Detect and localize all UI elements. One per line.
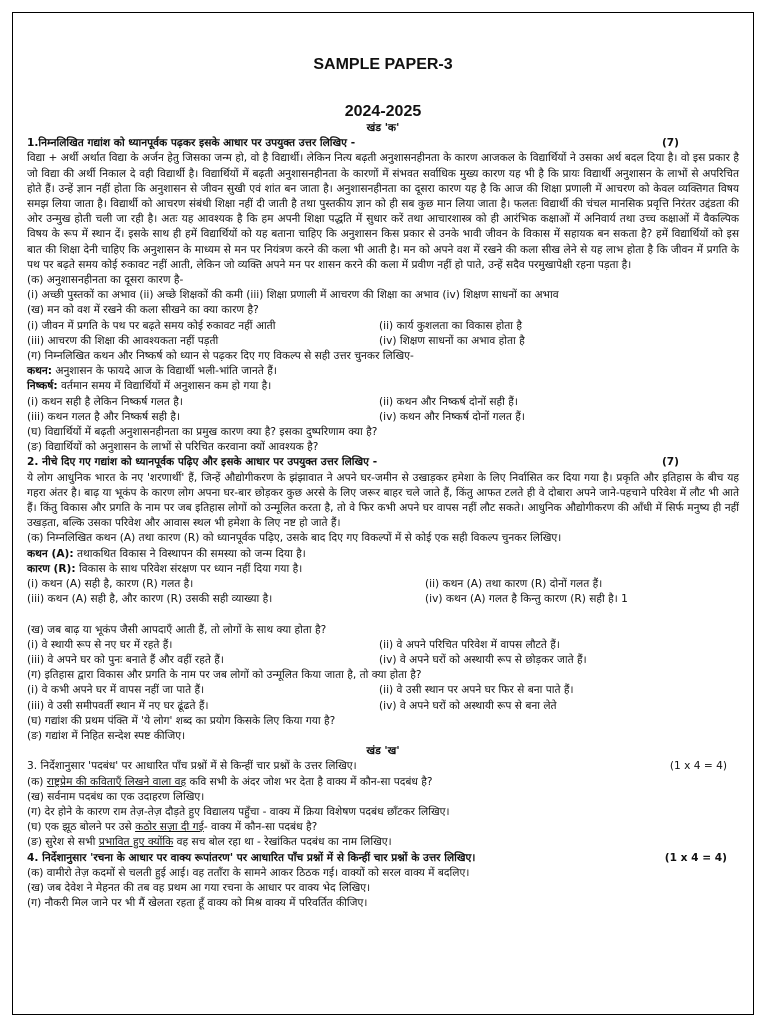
underlined-phrase: कठोर सज़ा दी गई xyxy=(135,821,204,834)
q2-heading xyxy=(27,455,739,470)
option: (i) वे स्थायी रूप से नए घर में रहते हैं। xyxy=(27,638,173,651)
option: (ii) वे अपने परिचित परिवेश में वापस लौटते हैं। xyxy=(379,638,560,651)
option: (iii) आचरण की शिक्षा की आवश्यकता नहीं पड़ती xyxy=(27,334,219,347)
kathan-text: तथाकथित विकास ने विस्थापन की समस्या को जन्म दिया है। xyxy=(73,547,306,560)
q2-passage: ये लोग आधुनिक भारत के नए 'शरणार्थी' हैं, जिन्हें औद्योगीकरण के झंझावात ने अपने घर-जमीन से उखाड़कर हमेशा के लिए निर्वासित कर दिया गया है। प्रकृति और इतिहास के बीच यह गहरा अंतर है। बाढ़ या भूकंप के कारण लोग अपना घर-बार छोड़कर कुछ अरसे के लिए जरूर बाहर चले जाते हैं, किंतु आफत टलते ही वे दोबारा अपने जाने-पहचाने परिवेश में लौट भी आते हैं। किंतु विकास और प्रगति के नाम पर जब इतिहास लोगों को उन्मूलित करता है, तो वे फिर कभी अपने घर वापस नहीं लौट सकते। आधुनिक औद्योगीकरण की आँधी में सिर्फ मनुष्य ही नहीं उखड़ता, बल्कि उसका परिवेश और आवास स्थल भी हमेशा के लिए नष्ट हो जाते हैं। xyxy=(27,471,739,530)
q4-kha: (ख) जब देवेश ने मेहनत की तब वह प्रथम आ गया रचना के आधार पर वाक्य भेद लिखिए। xyxy=(27,881,371,894)
q1-ka-options: (i) अच्छी पुस्तकों का अभाव (ii) अच्छे शिक्षकों की कमी (iii) शिक्षा प्रणाली में आचरण की शिक्षा का अभाव (iv) शिक्षण साधनों का अभाव xyxy=(27,289,559,302)
q1-ka: (क) अनुशासनहीनता का दूसरा कारण है- xyxy=(27,274,184,287)
q2-ga: (ग) इतिहास द्वारा विकास और प्रगति के नाम पर जब लोगों को उन्मूलित किया जाता है, तो क्या होता है? xyxy=(27,669,422,682)
q4-marks: (1 x 4 = 4) xyxy=(664,851,727,864)
paper-title: SAMPLE PAPER-3 xyxy=(313,56,453,73)
q2-gha: (घ) गद्यांश की प्रथम पंक्ति में 'ये लोग' शब्द का प्रयोग किसके लिए किया गया है? xyxy=(27,714,336,727)
q4-ga: (ग) नौकरी मिल जाने पर भी मैं खेलता रहता हूँ वाक्य को मिश्र वाक्य में परिवर्तित कीजिए। xyxy=(27,897,368,910)
q2-heading-text: 2. नीचे दिए गए गद्यांश को ध्यानपूर्वक पढ़िए और इसके आधार पर उपयुक्त उत्तर लिखिए - xyxy=(27,456,378,469)
underlined-phrase: प्रभावित हुए क्योंकि xyxy=(98,836,174,849)
kathan-label: कथन: xyxy=(27,365,53,378)
option: (iv) कथन (A) गलत है किन्तु कारण (R) सही है। 1 xyxy=(425,593,628,606)
option: (iv) शिक्षण साधनों का अभाव होता है xyxy=(379,334,525,347)
nishkarsh-label: निष्कर्ष: xyxy=(27,380,58,393)
q4-heading xyxy=(27,851,739,866)
q1-gha: (घ) विद्यार्थियों में बढ़ती अनुशासनहीनता का प्रमुख कारण क्या है? इसका दुष्परिणाम क्या है? xyxy=(27,426,378,439)
q2-marks: (7) xyxy=(661,456,679,469)
q3-ga: (ग) देर होने के कारण राम तेज़-तेज़ दौड़ते हुए विद्यालय पहुँचा - वाक्य में क्रिया विशेषण पदबंध छाँटकर लिखिए। xyxy=(27,805,450,818)
q2-karan xyxy=(27,562,739,577)
q4-heading-text: 4. निर्देशानुसार 'रचना के आधार पर वाक्य रूपांतरण' पर आधारित पाँच प्रश्नों में से किन्हीं चार प्रश्नों के उत्तर लिखिए। xyxy=(27,851,476,864)
karan-text: विकास के साथ परिवेश संरक्षण पर ध्यान नहीं दिया गया है। xyxy=(75,562,303,575)
q1-kha: (ख) मन को वश में रखने की कला सीखने का क्या कारण है? xyxy=(27,304,259,317)
q2-ka: (क) निम्नलिखित कथन (A) तथा कारण (R) को ध्यानपूर्वक पढ़िए, उसके बाद दिए गए विकल्पों में से कोई एक सही विकल्प चुनकर लिखिए। xyxy=(27,532,562,545)
underlined-phrase: राष्ट्रप्रेम की कविताएँ लिखने वाला वह xyxy=(46,775,187,788)
q3-heading xyxy=(27,759,739,774)
option: (iii) कथन (A) सही है, और कारण (R) उसकी सही व्याख्या है। xyxy=(27,593,273,606)
option: (iii) वे उसी समीपवर्ती स्थान में नए घर ढूंढते हैं। xyxy=(27,699,209,712)
option: (ii) कथन (A) तथा कारण (R) दोनों गलत हैं। xyxy=(425,578,603,591)
option: (ii) वे उसी स्थान पर अपने घर फिर से बना पाते हैं। xyxy=(379,684,574,697)
option: (ii) कार्य कुशलता का विकास होता है xyxy=(379,319,523,332)
q3-gha: (घ) एक झूठ बोलने पर उसे कठोर सज़ा दी गई- वाक्य में कौन-सा पदबंध है? xyxy=(27,821,318,834)
option: (iv) वे अपने घरों को अस्थायी रूप से छोड़कर जाते हैं। xyxy=(379,653,587,666)
q1-passage: विद्या + अर्थी अर्थात विद्या के अर्जन हेतु जिसका जन्म हो, वो है विद्यार्थी। लेकिन नित्य बढ़ती अनुशासनहीनता के कारण आजकल के विद्यार्थियों ने उसका अर्थ बदल दिया है। वो इस प्रकार है जो विद्या की अर्थी निकाल दे वही विद्यार्थी है। विद्यार्थियों में बढ़ती अनुशासनहीनता के कारणों में संभवत सर्वाधिक मुख्य कारण यह भी है कि प्रायः विद्यार्थी अनुशासन के लाभों से अपरिचित होते हैं। उन्हें ज्ञान नहीं होता कि अनुशासन से जीवन सुखी एवं शांत बन जाता है। अनुशासनहीनता का दूसरा कारण यह है कि आज की शिक्षा प्रणाली में आचरण को केवल व्यक्तिगत विषय समझ लिया जाता है। विद्यार्थी को आचरण संबंधी शिक्षा नहीं दी जाती है तथा पुस्तकीय ज्ञान को ही सब कुछ मान लिया जाता है। फलतः विद्यार्थी की चंचल मानसिक प्रवृत्ति निरंतर उद्दंडता की ओर उन्मुख होती चली जा रही है। अतः यह आवश्यक है कि हम अपनी शिक्षा पद्धति में सुधार करें तथा आचारशास्त्र को ही आरंभिक कक्षाओं में अनिवार्य तथा उच्च कक्षाओं में वैकल्पिक विषय के रूप में स्थान दें। इसके साथ ही हमें विद्यार्थियों को यह बताना चाहिए कि अनुशासन किस प्रकार से उनके भावी जीवन के विकास में सहायक बन सकता है? हमें विद्यार्थियों को इस बात की शिक्षा देनी चाहिए कि अनुशासन के माध्यम से मन पर नियंत्रण करने की कला भी आती है। मन को अपने वश में रखने की कला सीख लेने से यह लाभ होता है कि जीवन में प्रगति के पथ पर बढ़ते समय कोई रुकावट नहीं आती, लेकिन जो व्यक्ति अपने मन पर शासन करने की कला में प्रवीण नहीं हो पाते, उन्हें सदैव परमुखापेक्षी रहना पड़ता है। xyxy=(27,152,739,271)
q3-heading-text: 3. निर्देशानुसार 'पदबंध' पर आधारित पाँच प्रश्नों में से किन्हीं चार प्रश्नों के उत्तर लिखिए। xyxy=(27,760,357,773)
option: (iv) वे अपने घरों को अस्थायी रूप से बना लेते xyxy=(379,699,557,712)
q2-kathan xyxy=(27,547,739,562)
kathan-text: अनुशासन के फायदे आज के विद्यार्थी भली-भांति जानते हैं। xyxy=(52,365,277,378)
q3-ka: (क) राष्ट्रप्रेम की कविताएँ लिखने वाला वह कवि सभी के अंदर जोश भर देता है वाक्य में कौन-सा पदबंध है? xyxy=(27,775,433,788)
q1-heading xyxy=(27,136,739,151)
option: (ii) कथन और निष्कर्ष दोनों सही हैं। xyxy=(379,395,518,408)
option: (iii) वे अपने घर को पुनः बनाते हैं और वहीं रहते हैं। xyxy=(27,653,224,666)
q3-nga: (ङ) सुरेश से सभी प्रभावित हुए क्योंकि वह सच बोल रहा था - रेखांकित पदबंध का नाम लिखिए। xyxy=(27,836,392,849)
q2-kha-options xyxy=(27,638,739,668)
q2-ga-options xyxy=(27,683,739,713)
section-b-heading: खंड 'ख' xyxy=(366,745,400,758)
nishkarsh-text: वर्तमान समय में विद्यार्थियों में अनुशासन कम हो गया है। xyxy=(57,380,272,393)
exam-page xyxy=(12,12,754,1015)
q1-nishkarsh xyxy=(27,379,739,394)
q4-ka: (क) वामीरो तेज़ कदमों से चलती हुई आई। वह तताँरा के सामने आकर ठिठक गई। वाक्यों को सरल वाक्य में बदलिए। xyxy=(27,866,470,879)
option: (i) वे कभी अपने घर में वापस नहीं जा पाते हैं। xyxy=(27,684,205,697)
q3-kha: (ख) सर्वनाम पदबंध का एक उदाहरण लिखिए। xyxy=(27,790,205,803)
q3-marks: (1 x 4 = 4) xyxy=(669,760,727,773)
q1-heading-text: 1.निम्नलिखित गद्यांश को ध्यानपूर्वक पढ़कर इसके आधार पर उपयुक्त उत्तर लिखिए - xyxy=(27,137,356,150)
paper-year: 2024-2025 xyxy=(344,103,422,120)
q2-kha: (ख) जब बाढ़ या भूकंप जैसी आपदाएँ आती हैं, तो लोगों के साथ क्या होता है? xyxy=(27,623,327,636)
kathan-label: कथन (A): xyxy=(27,547,74,560)
option: (iii) कथन गलत है और निष्कर्ष सही है। xyxy=(27,410,181,423)
option: (i) कथन (A) सही है, कारण (R) गलत है। xyxy=(27,578,194,591)
option: (i) कथन सही है लेकिन निष्कर्ष गलत है। xyxy=(27,395,183,408)
q2-ka-options xyxy=(27,577,739,607)
karan-label: कारण (R): xyxy=(27,562,76,575)
q1-ga: (ग) निम्नलिखित कथन और निष्कर्ष को ध्यान से पढ़कर दिए गए विकल्प से सही उत्तर चुनकर लिखिए- xyxy=(27,350,414,363)
option: (iv) कथन और निष्कर्ष दोनों गलत हैं। xyxy=(379,410,525,423)
q1-nga: (ङ) विद्यार्थियों को अनुशासन के लाभों से परिचित करवाना क्यों आवश्यक है? xyxy=(27,441,319,454)
q1-marks: (7) xyxy=(661,137,679,150)
section-a-heading: खंड 'क' xyxy=(366,122,400,134)
q2-nga: (ङ) गद्यांश में निहित सन्देश स्पष्ट कीजिए। xyxy=(27,729,186,742)
q1-kha-options xyxy=(27,319,739,349)
q1-kathan xyxy=(27,364,739,379)
q1-ga-options xyxy=(27,395,739,425)
option: (i) जीवन में प्रगति के पथ पर बढ़ते समय कोई रुकावट नहीं आती xyxy=(27,319,276,332)
